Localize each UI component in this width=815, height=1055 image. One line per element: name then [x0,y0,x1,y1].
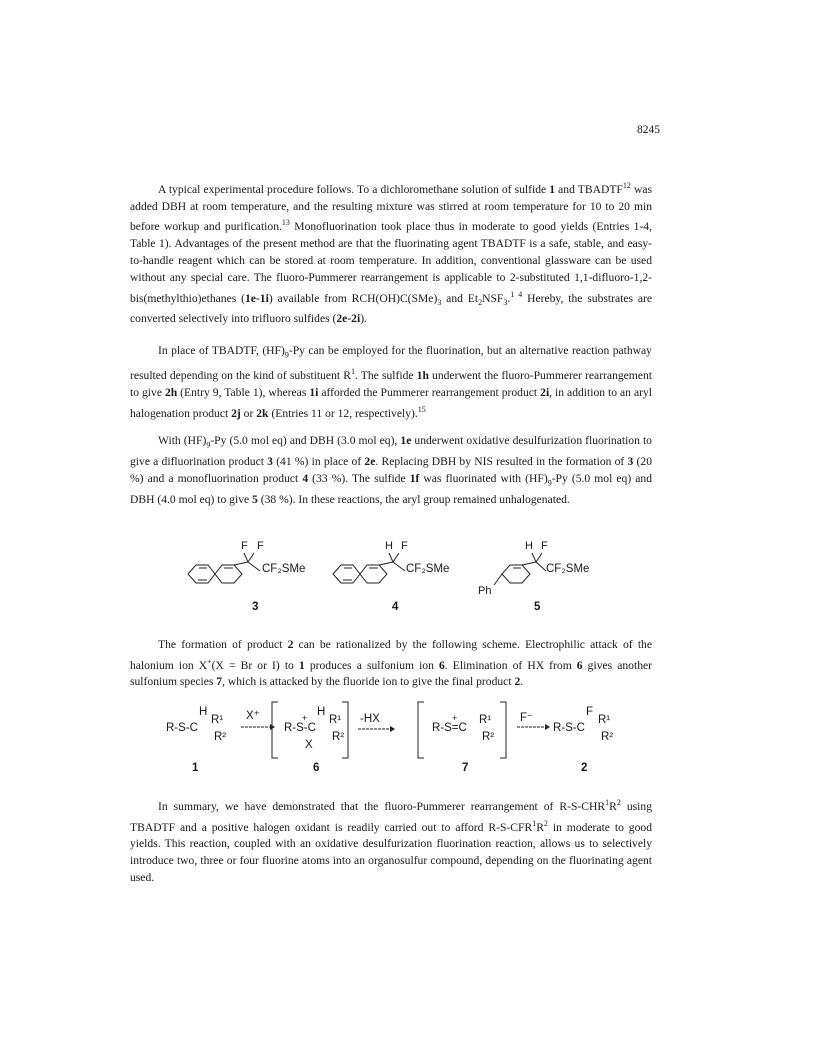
structure-3-f-left: F [241,540,248,552]
text-run: (41 %) in place of [272,455,365,469]
text-run: 7 [216,675,223,689]
text-run: A typical experimental procedure follows. To a dichloromethane solution of sulfide [158,182,550,196]
arrow3-reagent: F⁻ [520,712,534,724]
text-run: 1e [400,434,412,447]
c1-r2: R² [214,731,227,743]
text-run: (38 %). In these reactions, the aryl group remained unhalogenated. [257,493,570,507]
text-run: 1e-1i [244,291,269,305]
structure-4-group: CF₂SMe [406,563,450,575]
text-run: using TBADTF and a positive halogen oxidant is readily carried out to afford R-S-CFR [130,799,652,834]
text-run: . The sulfide [354,368,417,382]
arrow2-reagent: -HX [360,713,380,725]
text-run: 1 [298,658,305,672]
text-run: 5 [252,493,258,507]
arrow2 [357,724,397,734]
text-run: 2e [364,455,376,469]
text-run: 1 [532,818,537,828]
text-run: underwent oxidative desulfurization fluorination to give a difluorination product [130,434,652,469]
paragraph-mechanism [130,637,652,691]
text-run: was added DBH at room temperature, and the resulting mixture was stirred at room temperature for 10 to 20 min before workup and purification. [130,182,652,234]
c6-x: X [305,739,313,751]
c7-label: 7 [462,762,469,774]
text-run: R [609,799,617,813]
c1-h: H [199,706,208,718]
text-run: 15 [417,404,426,414]
text-run: 1h [416,368,429,382]
structure-5-label: 5 [534,601,541,613]
text-run: 1i [309,385,319,399]
c2-f: F [586,706,594,718]
text-run: 3 [267,455,273,469]
structure-5-group: CF₂SMe [546,563,590,575]
paragraph-desulfurization [130,433,652,509]
text-run: and TBADTF [555,182,623,196]
text-run: was fluorinated with (HF) [419,471,548,485]
paragraph-procedure [130,178,652,328]
text-run: 1 [605,798,610,807]
c7-r1: R¹ [479,714,492,726]
text-run: 2 [616,798,621,807]
text-run: (Entry 9, Table 1), whereas [177,385,310,399]
structure-4-h: H [385,540,393,552]
text-run: and Et [441,291,479,305]
text-run: + [207,656,212,666]
text-run: underwent the fluoro-Pummerer rearrangement to give [130,368,652,399]
text-run: -Py can be employed for the fluorination, but an alternative reaction pathway resulted depending on the kind of substituent R [130,344,652,382]
arrow1-reagent: X⁺ [246,710,260,722]
text-run: 2 [543,818,548,828]
text-run: 4 [302,471,309,485]
structure-4-f: F [401,540,408,552]
paragraph-summary [130,795,652,887]
text-run: With (HF) [158,434,207,447]
c6-chain: R-S-C [284,722,316,734]
text-run: (20 %) and a monofluorination product [130,455,653,485]
text-run: 3 [437,297,442,307]
text-run: The formation of product [158,638,288,651]
c2-r1: R¹ [598,714,611,726]
text-run: 1 [350,367,355,377]
text-run: produces a sulfonium ion [304,658,439,672]
text-run: can be rationalized by the following scheme. Electrophilic attack of the halonium ion X [130,638,653,672]
text-run: 2i [540,385,550,399]
text-run: 1 [549,182,556,196]
text-run: 2 [514,675,521,689]
text-run: ) available from RCH(OH)C(SMe) [268,291,438,305]
text-run: , which is attacked by the fluoride ion to give the final product [222,675,515,689]
c7-charge: + [452,713,458,723]
c6-r1: R¹ [329,714,342,726]
text-run: 1f [409,471,420,485]
page-number: 8245 [637,124,660,136]
text-run: 6 [576,658,583,672]
text-run: (Entries 11 or 12, respectively). [268,406,418,420]
c6-h: H [317,706,326,718]
text-run: 2 [287,638,294,651]
text-run: 9 [547,478,552,488]
text-run: afforded the Pummerer rearrangement product [318,385,541,399]
text-run: 6 [439,658,445,672]
paragraph-alternative-pathway [130,343,652,422]
text-run: . [520,675,524,689]
c6-label: 6 [313,762,320,774]
c1-label: 1 [192,762,199,774]
structure-5-h: H [525,540,533,552]
text-run: In summary, we have demonstrated that the fluoro-Pummerer rearrangement of R-S-CHR [158,799,606,813]
text-run: 1 4 [510,289,523,299]
text-run: Hereby, the substrates are converted selectively into trifluoro sulfides ( [130,291,653,326]
structure-3-group: CF₂SMe [262,563,306,575]
c1-r1: R¹ [211,714,224,726]
text-run: 2k [256,406,269,420]
text-run: 9 [284,350,289,360]
text-run: . Elimination of HX from [444,658,577,672]
text-run: . [507,291,511,305]
structure-4-label: 4 [392,601,399,613]
text-run: -Py (5.0 mol eq) and DBH (4.0 mol eq) to give [130,471,652,507]
c2-chain: R-S-C [553,722,585,734]
text-run: 2 [478,297,483,307]
text-run: 12 [622,181,631,190]
text-run: 13 [281,218,290,228]
text-run: in moderate to good yields. This reaction, coupled with an oxidative desulfurization fluorination reaction, allows us to selectively introduce two, three or four fluorine atoms into an organosulfur compound, depending on the fluorinating agent used. [130,820,652,884]
structure-5-substituent: Ph [478,585,492,597]
text-run: 9 [206,440,211,450]
text-run: 2j [231,406,241,420]
text-run: In place of TBADTF, (HF) [158,344,285,357]
c2-r2: R² [601,731,614,743]
text-run: 2e-2i [336,312,361,326]
text-run: . Replacing DBH by NIS resulted in the formation of [375,455,628,469]
text-run: Monofluorination took place thus in moderate to good yields (Entries 1-4, Table 1). Advantages of the present method are that the fluorinating agent TBADTF is a safe, stable, and easy-to-handle reagent which can be stored at room temperature. In addition, conventional glassware can be used without any special care. The fluoro-Pummerer rearrangement is applicable to 2-substituted 1,1-difluoro-1,2-bis(methylthio)ethanes ( [130,220,652,305]
text-run: NSF [482,291,504,305]
text-run: -Py (5.0 mol eq) and DBH (3.0 mol eq), [210,434,401,447]
c7-r2: R² [482,731,495,743]
text-run: 3 [503,297,508,307]
text-run: ). [360,312,367,326]
text-run: gives another sulfonium species [130,658,652,689]
structure-3-label: 3 [252,601,259,613]
text-run: 2h [164,385,178,399]
text-run: R [536,820,544,834]
structure-5-f: F [541,540,548,552]
text-run: or [240,406,257,420]
text-run: , in addition to an aryl halogenation product [130,385,652,420]
text-run: 3 [627,455,634,469]
c2-label: 2 [581,762,588,774]
c7-chain: R-S=C [432,722,467,734]
arrow3 [516,722,552,732]
c6-r2: R² [332,731,345,743]
text-run: (X = Br or I) to [211,658,299,672]
text-run: (33 %). The sulfide [308,471,410,485]
c6-charge: + [302,713,308,723]
structure-3-f-right: F [257,540,264,552]
c1-chain: R-S-C [166,722,198,734]
